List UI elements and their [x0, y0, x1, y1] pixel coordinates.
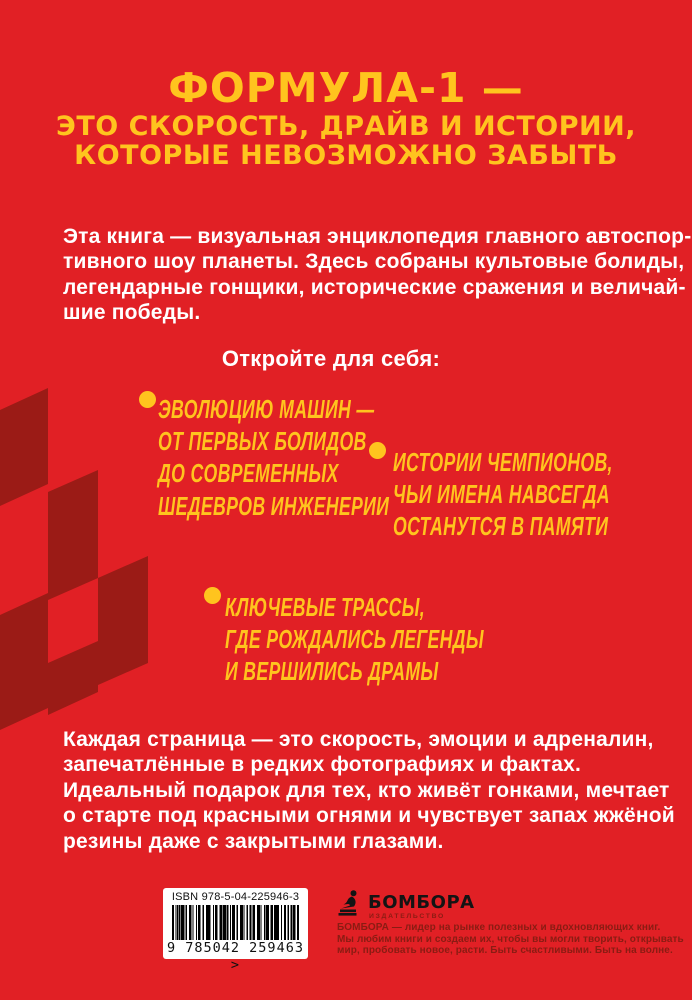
outro-line: Каждая страница — это скорость, эмоции и адреналин, [63, 728, 654, 751]
headline-line-2: ЭТО СКОРОСТЬ, ДРАЙВ И ИСТОРИИ, [56, 111, 636, 142]
bullet-line: ЧЬИ ИМЕНА НАВСЕГДА [393, 479, 610, 510]
publisher-name: БОМБОРА [368, 892, 475, 913]
bullet-line: ОТ ПЕРВЫХ БОЛИДОВ [158, 426, 367, 457]
publisher-blurb [337, 922, 684, 957]
bullet-dot [139, 391, 156, 408]
bullet-line: И ВЕРШИЛИСЬ ДРАМЫ [225, 656, 439, 687]
headline-line-3: КОТОРЫЕ НЕВОЗМОЖНО ЗАБЫТЬ [74, 140, 618, 171]
outro-line: о старте под красными огнями и чувствует запах жжёной [63, 804, 675, 828]
bullet-dot [204, 587, 221, 604]
bullet-line: ОСТАНУТСЯ В ПАМЯТИ [393, 511, 609, 542]
blurb-line: мир, пробовать новое, расти. Быть счастливыми. Быть на волне. [337, 945, 673, 957]
outro-line: Идеальный подарок для тех, кто живёт гонками, мечтает [63, 778, 670, 802]
bullet-line: ИСТОРИИ ЧЕМПИОНОВ, [393, 447, 613, 477]
publisher-subtitle: ИЗДАТЕЛЬСТВО [369, 913, 446, 920]
blurb-line: БОМБОРА — лидер на рынке полезных и вдохновляющих книг. [337, 922, 661, 933]
intro-line: шие победы. [63, 301, 201, 325]
bombora-logo-icon [336, 890, 363, 918]
outro-line: резины даже с закрытыми глазами. [63, 829, 444, 853]
bullet-item-champions [393, 446, 613, 543]
barcode-panel [163, 888, 308, 973]
outro-paragraph [63, 727, 675, 854]
page-title [0, 64, 692, 170]
intro-paragraph [63, 224, 691, 326]
bullet-line: ШЕДЕВРОВ ИНЖЕНЕРИИ [158, 490, 390, 521]
headline-line-1: ФОРМУЛА-1 — [168, 64, 524, 112]
bullet-line: ЭВОЛЮЦИЮ МАШИН — [158, 394, 375, 424]
intro-line: тивного шоу планеты. Здесь собраны культовые болиды, [63, 250, 685, 274]
bullet-line: ДО СОВРЕМЕННЫХ [158, 458, 339, 489]
bullet-item-evolution [158, 393, 389, 522]
outro-line: запечатлённые в редких фотографиях и фактах. [63, 753, 582, 777]
barcode-bars [172, 905, 299, 940]
bullet-line: ГДЕ РОЖДАЛИСЬ ЛЕГЕНДЫ [225, 624, 484, 655]
isbn-label: ISBN 978-5-04-225946-3 [171, 891, 300, 903]
barcode-number: 9 785042 259463 > [167, 940, 304, 973]
discover-heading: Откройте для себя: [221, 346, 441, 371]
bullet-item-tracks [225, 591, 484, 688]
bullet-line: КЛЮЧЕВЫЕ ТРАССЫ, [225, 592, 426, 622]
blurb-line: Мы любим книги и создаем их, чтобы вы могли творить, открывать [337, 933, 684, 945]
intro-line: Эта книга — визуальная энциклопедия главного автоспор- [63, 225, 692, 248]
intro-line: легендарные гонщики, исторические сражения и величай- [63, 275, 686, 299]
